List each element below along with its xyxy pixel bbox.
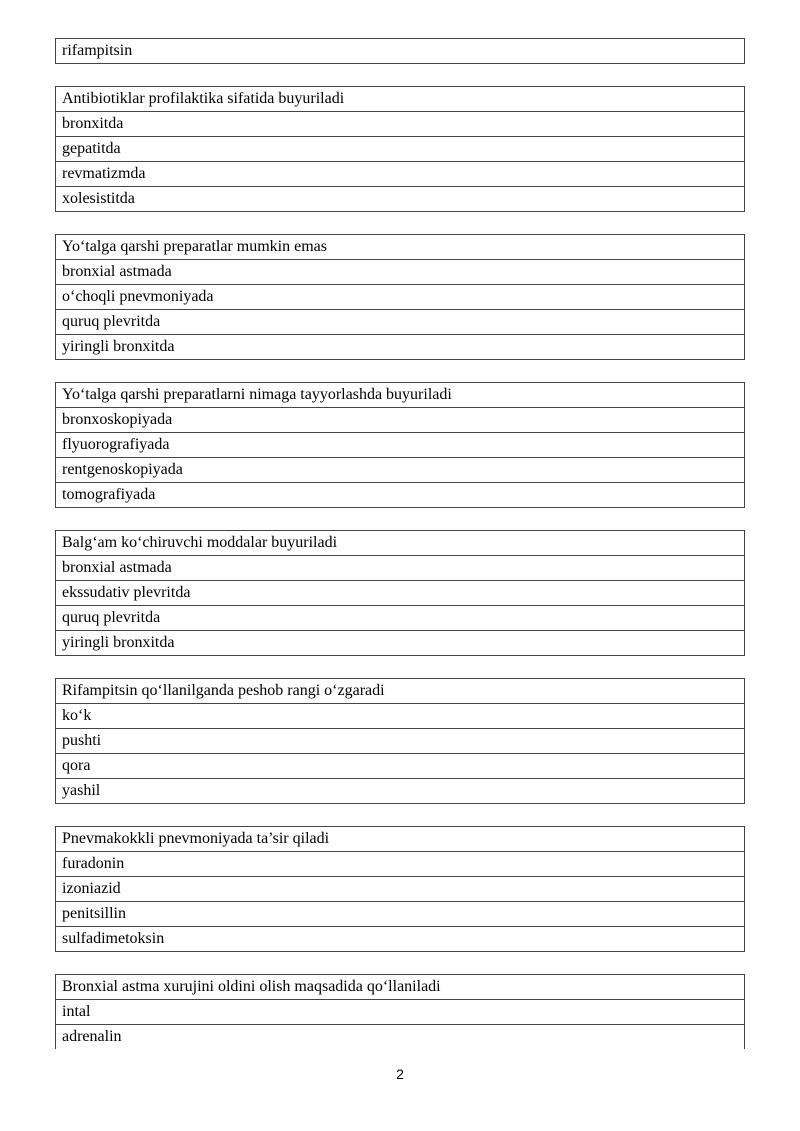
option-row: flyuorografiyada [56, 432, 744, 457]
option-row: quruq plevritda [56, 309, 744, 334]
option-row: adrenalin [56, 1024, 744, 1049]
answer-table [55, 38, 745, 64]
document-page [55, 38, 745, 1049]
question-text: Rifampitsin qo‘llanilganda peshob rangi o‘zgaradi [62, 682, 385, 699]
question-text: Bronxial astma xurujini oldini olish maqsadida qo‘llaniladi [62, 978, 441, 995]
question-table [55, 826, 745, 952]
option-row: yashil [56, 778, 744, 803]
option-row: bronxial astmada [56, 555, 744, 580]
option-row: intal [56, 999, 744, 1024]
option-row: yiringli bronxitda [56, 630, 744, 655]
question-table [55, 382, 745, 508]
option-row: quruq plevritda [56, 605, 744, 630]
question-table [55, 234, 745, 360]
option-row: gepatitda [56, 136, 744, 161]
option-row: bronxial astmada [56, 259, 744, 284]
option-row: tomografiyada [56, 482, 744, 507]
option-row: sulfadimetoksin [56, 926, 744, 951]
option-row: qora [56, 753, 744, 778]
page-number: 2 [396, 1066, 404, 1082]
option-row: xolesistitda [56, 186, 744, 211]
question-text: Yo‘talga qarshi preparatlar mumkin emas [62, 238, 327, 255]
option-row: revmatizmda [56, 161, 744, 186]
question-text: Yo‘talga qarshi preparatlarni nimaga tayyorlashda buyuriladi [62, 386, 452, 403]
option-row: ekssudativ plevritda [56, 580, 744, 605]
option-row: o‘choqli pnevmoniyada [56, 284, 744, 309]
option-row: bronxoskopiyada [56, 407, 744, 432]
option-row: ko‘k [56, 703, 744, 728]
option-row: izoniazid [56, 876, 744, 901]
option-row: pushti [56, 728, 744, 753]
option-row: rentgenoskopiyada [56, 457, 744, 482]
question-table [55, 974, 745, 1049]
option-row: rifampitsin [62, 42, 133, 59]
option-row: bronxitda [56, 111, 744, 136]
option-row: penitsillin [56, 901, 744, 926]
option-row: yiringli bronxitda [56, 334, 744, 359]
option-row: furadonin [56, 851, 744, 876]
question-text: Antibiotiklar profilaktika sifatida buyuriladi [62, 90, 345, 107]
question-text: Balg‘am ko‘chiruvchi moddalar buyuriladi [62, 534, 338, 551]
question-text: Pnevmakokkli pnevmoniyada ta’sir qiladi [62, 830, 330, 847]
question-table [55, 678, 745, 804]
question-table [55, 86, 745, 212]
question-table [55, 530, 745, 656]
